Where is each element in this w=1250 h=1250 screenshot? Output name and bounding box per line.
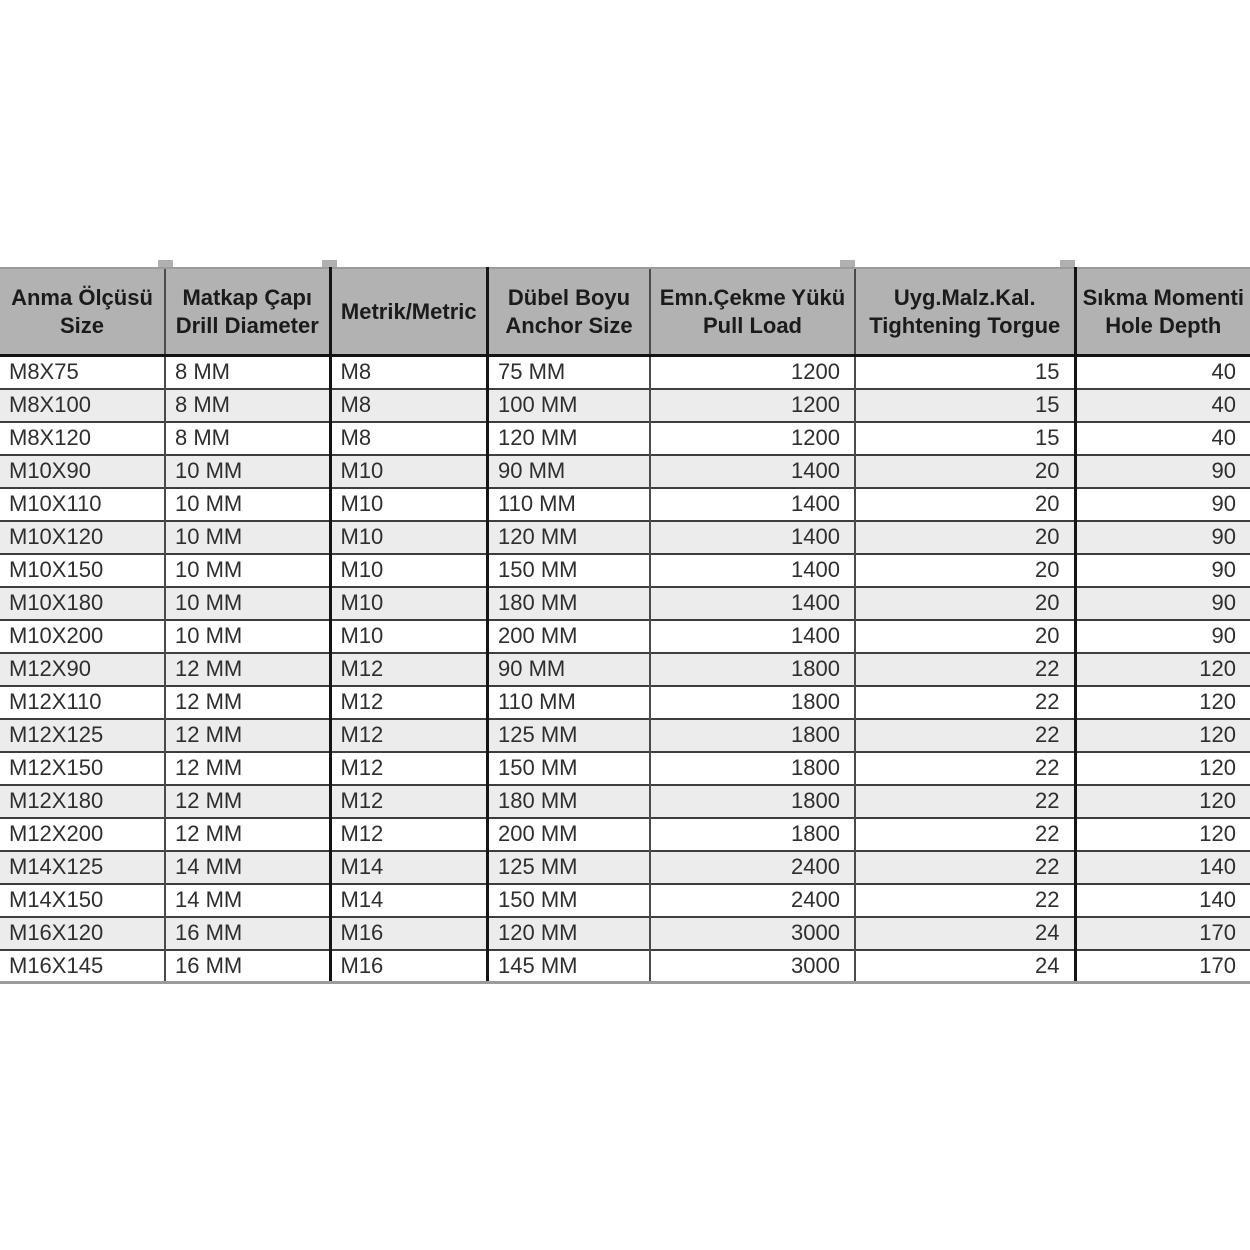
cell-hole-depth: 140: [1075, 851, 1250, 884]
cell-size: M10X150: [0, 554, 165, 587]
cell-size: M8X120: [0, 422, 165, 455]
col-header-drill-diameter-line2: Drill Diameter: [175, 312, 319, 338]
table-row: [0, 389, 1250, 422]
cell-anchor-size: 145 MM: [488, 950, 651, 983]
cell-metric: M10: [330, 455, 488, 488]
cell-tightening-torque: 22: [855, 719, 1075, 752]
cell-tightening-torque: 15: [855, 356, 1075, 389]
table-row: [0, 455, 1250, 488]
cell-tightening-torque: 20: [855, 587, 1075, 620]
cell-drill-diameter: 10 MM: [165, 620, 330, 653]
table-row: [0, 818, 1250, 851]
cell-anchor-size: 90 MM: [488, 653, 651, 686]
cell-pull-load: 3000: [650, 950, 855, 983]
cell-size: M12X150: [0, 752, 165, 785]
cell-metric: M8: [330, 356, 488, 389]
cell-size: M10X180: [0, 587, 165, 620]
cell-metric: M10: [330, 587, 488, 620]
cell-hole-depth: 40: [1075, 356, 1250, 389]
cell-hole-depth: 90: [1075, 455, 1250, 488]
cell-hole-depth: 40: [1075, 422, 1250, 455]
cell-anchor-size: 180 MM: [488, 587, 651, 620]
cell-anchor-size: 150 MM: [488, 554, 651, 587]
cell-anchor-size: 110 MM: [488, 686, 651, 719]
cell-pull-load: 1800: [650, 752, 855, 785]
table-row: [0, 719, 1250, 752]
col-header-hole-depth: [1075, 268, 1250, 356]
cell-tightening-torque: 20: [855, 488, 1075, 521]
table-row: [0, 752, 1250, 785]
cell-metric: M12: [330, 752, 488, 785]
cell-hole-depth: 170: [1075, 917, 1250, 950]
col-header-tightening-torque: [855, 268, 1075, 356]
cell-pull-load: 2400: [650, 884, 855, 917]
cell-pull-load: 1400: [650, 554, 855, 587]
col-header-tightening-torque-line2: Tightening Torgue: [869, 312, 1061, 338]
table-row: [0, 356, 1250, 389]
cell-size: M8X75: [0, 356, 165, 389]
cell-anchor-size: 120 MM: [488, 422, 651, 455]
cell-pull-load: 1200: [650, 356, 855, 389]
cell-size: M14X125: [0, 851, 165, 884]
cell-drill-diameter: 10 MM: [165, 521, 330, 554]
cell-tightening-torque: 20: [855, 620, 1075, 653]
cell-metric: M10: [330, 554, 488, 587]
col-header-anchor-size-line2: Anchor Size: [505, 312, 633, 338]
cell-anchor-size: 125 MM: [488, 719, 651, 752]
cell-anchor-size: 100 MM: [488, 389, 651, 422]
cell-metric: M12: [330, 719, 488, 752]
cell-anchor-size: 125 MM: [488, 851, 651, 884]
cell-metric: M14: [330, 884, 488, 917]
cell-drill-diameter: 12 MM: [165, 818, 330, 851]
cell-anchor-size: 200 MM: [488, 818, 651, 851]
cell-metric: M12: [330, 818, 488, 851]
cell-metric: M16: [330, 950, 488, 983]
table-row: [0, 950, 1250, 983]
cell-metric: M8: [330, 389, 488, 422]
cell-tightening-torque: 22: [855, 818, 1075, 851]
cell-hole-depth: 120: [1075, 785, 1250, 818]
cell-pull-load: 1800: [650, 686, 855, 719]
cell-metric: M8: [330, 422, 488, 455]
cell-metric: M10: [330, 620, 488, 653]
cell-hole-depth: 40: [1075, 389, 1250, 422]
col-header-drill-diameter-line1: Matkap Çapı: [182, 284, 313, 310]
table-header: [0, 268, 1250, 356]
cell-drill-diameter: 12 MM: [165, 785, 330, 818]
table-row: [0, 488, 1250, 521]
table-row: [0, 686, 1250, 719]
cell-hole-depth: 120: [1075, 752, 1250, 785]
col-header-pull-load: [650, 268, 855, 356]
cell-size: M12X180: [0, 785, 165, 818]
table-row: [0, 521, 1250, 554]
col-header-pull-load-line2: Pull Load: [703, 312, 802, 338]
col-header-size-line1: Anma Ölçüsü: [11, 284, 153, 310]
divider-stub: [322, 260, 337, 267]
cell-drill-diameter: 14 MM: [165, 884, 330, 917]
cell-tightening-torque: 22: [855, 851, 1075, 884]
cell-pull-load: 1800: [650, 785, 855, 818]
cell-drill-diameter: 10 MM: [165, 554, 330, 587]
cell-size: M12X200: [0, 818, 165, 851]
cell-drill-diameter: 8 MM: [165, 356, 330, 389]
cell-hole-depth: 90: [1075, 488, 1250, 521]
cell-pull-load: 1400: [650, 587, 855, 620]
cell-size: M10X120: [0, 521, 165, 554]
cell-anchor-size: 110 MM: [488, 488, 651, 521]
table-row: [0, 554, 1250, 587]
col-header-drill-diameter: [165, 268, 330, 356]
table-row: [0, 884, 1250, 917]
cell-metric: M12: [330, 653, 488, 686]
col-header-pull-load-line1: Emn.Çekme Yükü: [659, 284, 846, 310]
cell-hole-depth: 170: [1075, 950, 1250, 983]
cell-drill-diameter: 12 MM: [165, 686, 330, 719]
cell-pull-load: 2400: [650, 851, 855, 884]
cell-size: M12X110: [0, 686, 165, 719]
cell-metric: M16: [330, 917, 488, 950]
cell-size: M8X100: [0, 389, 165, 422]
table-row: [0, 653, 1250, 686]
anchor-spec-table: [0, 267, 1250, 984]
table-body: [0, 356, 1250, 983]
cell-hole-depth: 90: [1075, 554, 1250, 587]
cell-pull-load: 1400: [650, 521, 855, 554]
cell-anchor-size: 90 MM: [488, 455, 651, 488]
cell-drill-diameter: 8 MM: [165, 422, 330, 455]
header-row: [0, 268, 1250, 356]
cell-hole-depth: 120: [1075, 686, 1250, 719]
cell-metric: M12: [330, 785, 488, 818]
cell-size: M10X200: [0, 620, 165, 653]
cell-tightening-torque: 24: [855, 917, 1075, 950]
cell-drill-diameter: 10 MM: [165, 587, 330, 620]
cell-pull-load: 1800: [650, 818, 855, 851]
cell-hole-depth: 120: [1075, 653, 1250, 686]
cell-size: M16X145: [0, 950, 165, 983]
cell-hole-depth: 90: [1075, 521, 1250, 554]
cell-drill-diameter: 8 MM: [165, 389, 330, 422]
cell-tightening-torque: 15: [855, 389, 1075, 422]
col-header-anchor-size-line1: Dübel Boyu: [507, 284, 631, 310]
cell-size: M10X90: [0, 455, 165, 488]
col-header-size: [0, 268, 165, 356]
cell-pull-load: 1800: [650, 719, 855, 752]
cell-tightening-torque: 15: [855, 422, 1075, 455]
cell-hole-depth: 120: [1075, 719, 1250, 752]
cell-hole-depth: 120: [1075, 818, 1250, 851]
cell-pull-load: 1400: [650, 488, 855, 521]
cell-pull-load: 1800: [650, 653, 855, 686]
cell-tightening-torque: 20: [855, 521, 1075, 554]
cell-drill-diameter: 10 MM: [165, 455, 330, 488]
cell-size: M14X150: [0, 884, 165, 917]
cell-size: M12X125: [0, 719, 165, 752]
cell-tightening-torque: 22: [855, 884, 1075, 917]
cell-drill-diameter: 12 MM: [165, 653, 330, 686]
divider-stub: [840, 260, 855, 267]
cell-tightening-torque: 22: [855, 686, 1075, 719]
cell-anchor-size: 180 MM: [488, 785, 651, 818]
cell-tightening-torque: 22: [855, 752, 1075, 785]
table-row: [0, 422, 1250, 455]
cell-pull-load: 1200: [650, 422, 855, 455]
cell-drill-diameter: 10 MM: [165, 488, 330, 521]
divider-stub: [158, 260, 173, 267]
cell-drill-diameter: 12 MM: [165, 752, 330, 785]
col-header-tightening-torque-line1: Uyg.Malz.Kal.: [893, 284, 1036, 310]
col-header-size-line2: Size: [59, 312, 105, 338]
cell-metric: M10: [330, 521, 488, 554]
cell-anchor-size: 150 MM: [488, 884, 651, 917]
cell-pull-load: 1400: [650, 620, 855, 653]
cell-anchor-size: 120 MM: [488, 917, 651, 950]
cell-anchor-size: 75 MM: [488, 356, 651, 389]
cell-size: M10X110: [0, 488, 165, 521]
cell-hole-depth: 90: [1075, 620, 1250, 653]
cell-hole-depth: 90: [1075, 587, 1250, 620]
cell-metric: M10: [330, 488, 488, 521]
cell-anchor-size: 120 MM: [488, 521, 651, 554]
divider-stub: [1060, 260, 1075, 267]
col-header-metric: [330, 268, 488, 356]
cell-drill-diameter: 16 MM: [165, 917, 330, 950]
col-header-anchor-size: [488, 268, 651, 356]
cell-tightening-torque: 20: [855, 554, 1075, 587]
cell-metric: M12: [330, 686, 488, 719]
col-header-hole-depth-line2: Hole Depth: [1105, 312, 1222, 338]
col-header-hole-depth-line1: Sıkma Momenti: [1082, 284, 1244, 310]
cell-drill-diameter: 12 MM: [165, 719, 330, 752]
cell-metric: M14: [330, 851, 488, 884]
spec-table: [0, 267, 1250, 984]
cell-drill-diameter: 14 MM: [165, 851, 330, 884]
table-row: [0, 587, 1250, 620]
cell-size: M16X120: [0, 917, 165, 950]
cell-pull-load: 3000: [650, 917, 855, 950]
cell-size: M12X90: [0, 653, 165, 686]
cell-pull-load: 1400: [650, 455, 855, 488]
cell-anchor-size: 200 MM: [488, 620, 651, 653]
cell-tightening-torque: 20: [855, 455, 1075, 488]
cell-tightening-torque: 22: [855, 653, 1075, 686]
cell-tightening-torque: 24: [855, 950, 1075, 983]
cell-hole-depth: 140: [1075, 884, 1250, 917]
table-row: [0, 785, 1250, 818]
table-row: [0, 917, 1250, 950]
table-row: [0, 851, 1250, 884]
col-header-metric-line1: Metrik/Metric: [340, 298, 477, 324]
cell-drill-diameter: 16 MM: [165, 950, 330, 983]
cell-anchor-size: 150 MM: [488, 752, 651, 785]
cell-tightening-torque: 22: [855, 785, 1075, 818]
cell-pull-load: 1200: [650, 389, 855, 422]
table-row: [0, 620, 1250, 653]
